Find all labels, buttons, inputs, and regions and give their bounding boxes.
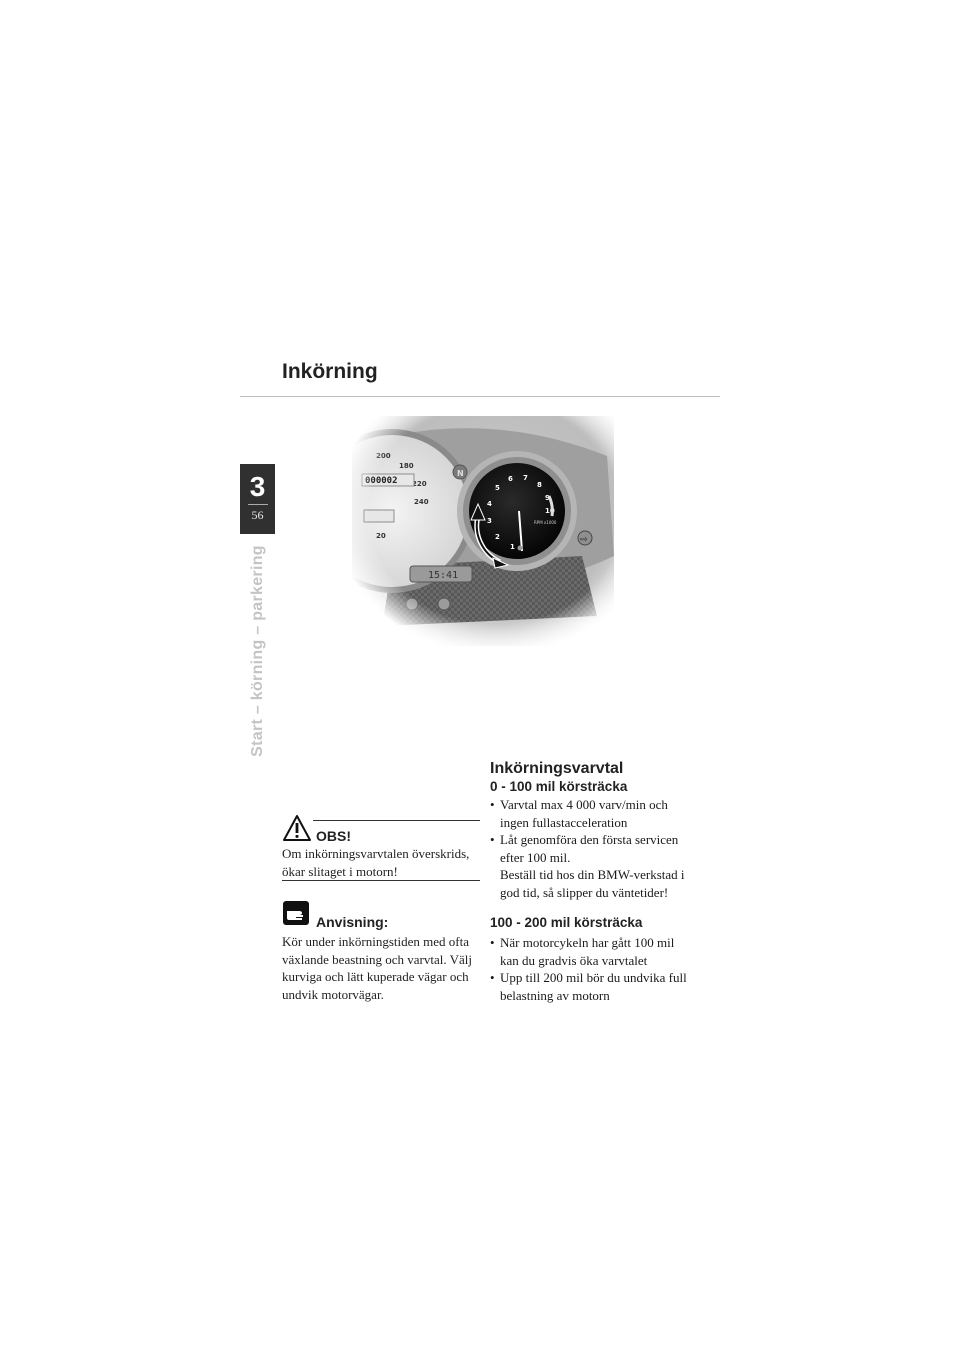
list-section-1 xyxy=(490,796,710,901)
page-title: Inkörning xyxy=(282,360,378,383)
page-number: 56 xyxy=(251,508,264,522)
chapter-divider xyxy=(248,504,268,505)
warning-text: Om inkörningsvarvtalen överskrids, ökar slitaget i motorn! xyxy=(282,846,470,879)
subsection-title-2: 100 - 200 mil körsträcka xyxy=(490,915,643,930)
warning-icon xyxy=(282,814,312,842)
section-heading: Inkörningsvarvtal xyxy=(490,760,624,777)
warning-top-rule xyxy=(313,820,480,821)
warning-bottom-rule xyxy=(282,880,480,881)
list-item: • När motorcykeln har gått 100 mil kan du gradvis öka varvtalet xyxy=(490,934,710,969)
instrument-cluster-photo xyxy=(352,416,614,646)
chapter-tab xyxy=(240,464,275,534)
list-section-2 xyxy=(490,934,710,1004)
warning-title: OBS! xyxy=(316,828,351,844)
list-item: • Varvtal max 4 000 varv/min och ingen fullastacceleration xyxy=(490,796,710,831)
section-side-label: Start – körning – parkering xyxy=(249,545,266,757)
hint-title: Anvisning: xyxy=(316,914,389,930)
pointing-hand-icon xyxy=(282,900,310,926)
hint-text: Kör under inkörningstiden med ofta växlande beastning och varvtal. Välj kurviga och lätt kuperade vägar och undvik motorvägar. xyxy=(282,934,473,1002)
subsection-title-1: 0 - 100 mil körsträcka xyxy=(490,779,628,794)
title-divider xyxy=(240,396,720,397)
list-item: • Låt genomföra den första servicen efter 100 mil. Beställ tid hos din BMW-verkstad i god tid, så slipper du väntetider! xyxy=(490,831,710,901)
list-item: • Upp till 200 mil bör du undvika full belastning av motorn xyxy=(490,969,710,1004)
chapter-number: 3 xyxy=(249,471,266,502)
